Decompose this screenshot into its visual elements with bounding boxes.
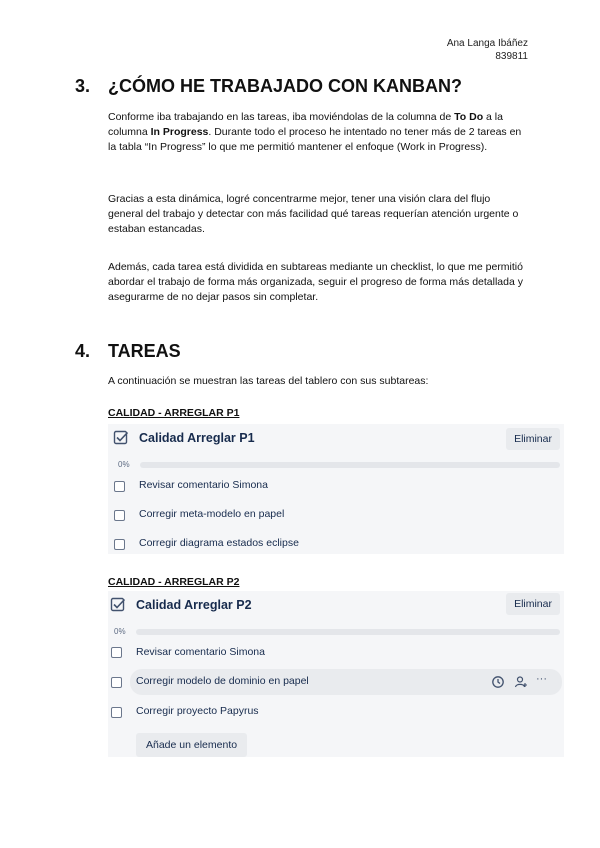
author-id: 839811 bbox=[495, 51, 528, 62]
author-name: Ana Langa Ibáñez bbox=[446, 38, 528, 49]
p1-text-b: a la columna bbox=[108, 111, 503, 138]
checklist-card-2 bbox=[108, 591, 564, 757]
checklist-item[interactable] bbox=[111, 677, 122, 688]
card-1-heading: CALIDAD - ARREGLAR P1 bbox=[108, 407, 240, 419]
progress-bar bbox=[136, 629, 560, 635]
more-options-icon[interactable]: ··· bbox=[536, 673, 547, 685]
p1-inprogress: In Progress bbox=[150, 126, 209, 138]
checklist-icon bbox=[113, 430, 129, 446]
author-block bbox=[447, 37, 528, 63]
card-2-title: Calidad Arreglar P2 bbox=[136, 598, 252, 612]
checklist-item[interactable] bbox=[111, 707, 122, 718]
checklist-card-1 bbox=[108, 424, 564, 554]
checklist-item[interactable] bbox=[111, 647, 122, 658]
card-1-title: Calidad Arreglar P1 bbox=[139, 431, 255, 445]
checkbox[interactable] bbox=[111, 647, 122, 658]
checklist-item[interactable] bbox=[114, 539, 125, 550]
section-4-title: TAREAS bbox=[108, 341, 181, 361]
checklist-item[interactable] bbox=[114, 481, 125, 492]
checklist-item-label: Corregir modelo de dominio en papel bbox=[136, 675, 309, 687]
delete-checklist-button[interactable]: Eliminar bbox=[506, 593, 560, 615]
checklist-item-label: Revisar comentario Simona bbox=[139, 479, 268, 491]
checklist-item-label: Revisar comentario Simona bbox=[136, 646, 265, 658]
section-4-intro: A continuación se muestran las tareas del tablero con sus subtareas: bbox=[108, 375, 429, 387]
section-3-number: 3. bbox=[75, 76, 91, 96]
checkbox[interactable] bbox=[114, 510, 125, 521]
assign-member-icon[interactable] bbox=[514, 675, 528, 689]
progress-bar bbox=[140, 462, 560, 468]
section-4-number: 4. bbox=[75, 341, 91, 361]
delete-checklist-button[interactable]: Eliminar bbox=[506, 428, 560, 450]
progress-percent: 0% bbox=[114, 627, 126, 636]
p1-text-c: . Durante todo el proceso he intentado no tener más de 2 tareas en la tabla “In Progress” lo que me permitió mantener el enfoque (Work in Progress). bbox=[108, 126, 522, 153]
checkbox[interactable] bbox=[114, 481, 125, 492]
checklist-icon bbox=[110, 597, 126, 613]
section-3-title: ¿CÓMO HE TRABAJADO CON KANBAN? bbox=[108, 76, 462, 96]
checkbox[interactable] bbox=[111, 677, 122, 688]
section-3-paragraph-2: Gracias a esta dinámica, logré concentrarme mejor, tener una visión clara del flujo general del trabajo y detectar con más facilidad qué tareas requerían atención urgente o estaban estancadas. bbox=[108, 193, 519, 235]
checklist-item-label: Corregir proyecto Papyrus bbox=[136, 705, 259, 717]
checkbox[interactable] bbox=[111, 707, 122, 718]
p1-todo: To Do bbox=[454, 111, 484, 123]
p1-text-a: Conforme iba trabajando en las tareas, iba moviéndolas de la columna de bbox=[108, 111, 455, 123]
checklist-item-label: Corregir meta-modelo en papel bbox=[139, 508, 285, 520]
section-3-paragraph-1 bbox=[108, 110, 528, 155]
card-2-heading: CALIDAD - ARREGLAR P2 bbox=[108, 576, 240, 588]
checklist-item-label: Corregir diagrama estados eclipse bbox=[139, 537, 299, 549]
checkbox[interactable] bbox=[114, 539, 125, 550]
clock-icon[interactable] bbox=[491, 675, 505, 689]
section-3-paragraph-3: Además, cada tarea está dividida en subtareas mediante un checklist, lo que me permitió abordar el trabajo de forma más organizada, seguir el progreso de forma más detallada y asegurarme de no dejar pasos sin completar. bbox=[108, 261, 523, 303]
checklist-item[interactable] bbox=[114, 510, 125, 521]
progress-percent: 0% bbox=[118, 460, 130, 469]
add-item-button[interactable]: Añade un elemento bbox=[136, 733, 247, 757]
